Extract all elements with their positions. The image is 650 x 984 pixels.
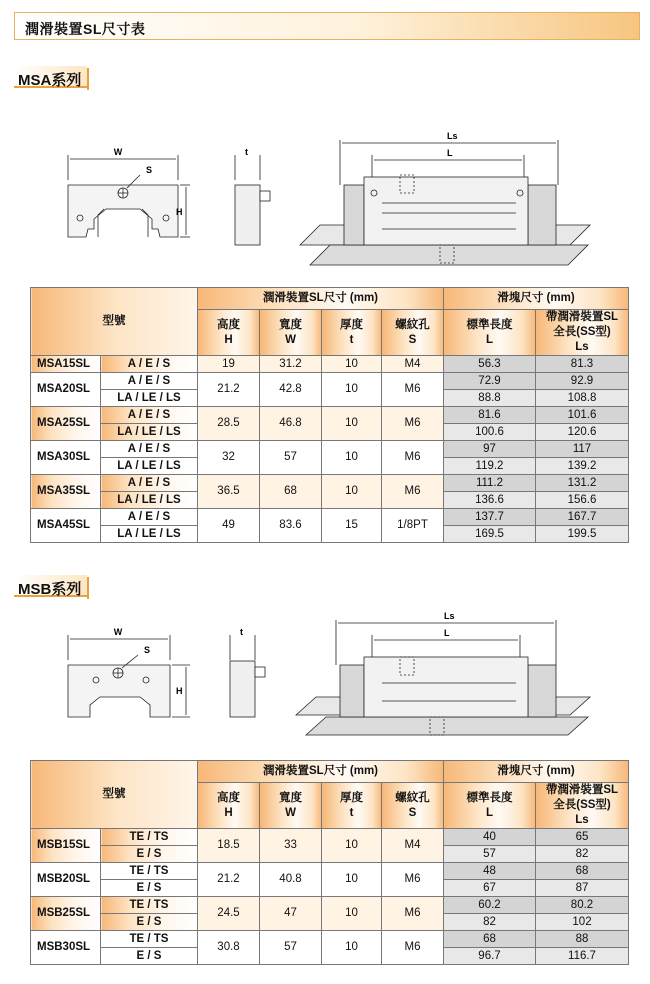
model-cell: MSB25SL [31, 897, 101, 931]
dim-ls-label: Ls [447, 131, 458, 141]
width-cell: 33 [260, 829, 322, 863]
dim-t-label: t [240, 627, 243, 637]
total-length-cell: 92.9 [536, 373, 629, 390]
dim-w-label: W [113, 627, 123, 637]
variant-cell: E / S [101, 846, 198, 863]
table-row [31, 356, 629, 373]
model-cell: MSA25SL [31, 407, 101, 441]
dim-l-label: L [444, 628, 450, 638]
standard-length-cell: 111.2 [444, 475, 536, 492]
lubricator-dimension-header: 潤滑裝置SL尺寸 (mm) [198, 761, 444, 783]
height-cell: 18.5 [198, 829, 260, 863]
model-cell: MSA20SL [31, 373, 101, 407]
variant-cell: A / E / S [101, 373, 198, 390]
thread-hole-header: 螺紋孔 S [382, 783, 444, 829]
standard-length-cell: 82 [444, 914, 536, 931]
thread-hole-cell: M6 [382, 897, 444, 931]
variant-cell: LA / LE / LS [101, 424, 198, 441]
thickness-cell: 10 [322, 863, 382, 897]
table-row [31, 407, 629, 424]
total-length-header: 帶潤滑裝置SL 全長(SS型) Ls [536, 310, 629, 356]
model-cell: MSB30SL [31, 931, 101, 965]
thickness-header: 厚度 t [322, 783, 382, 829]
variant-cell: TE / TS [101, 931, 198, 948]
variant-cell: A / E / S [101, 441, 198, 458]
dim-s-label: S [144, 645, 151, 655]
standard-length-cell: 88.8 [444, 390, 536, 407]
page-title: 潤滑裝置SL尺寸表 [25, 21, 146, 37]
table-row [31, 475, 629, 492]
total-length-cell: 82 [536, 846, 629, 863]
lubricator-dimension-header: 潤滑裝置SL尺寸 (mm) [198, 288, 444, 310]
dim-h-label: H [176, 686, 183, 696]
total-length-cell: 108.8 [536, 390, 629, 407]
page-header [14, 12, 640, 40]
thread-hole-cell: M4 [382, 829, 444, 863]
thickness-cell: 10 [322, 407, 382, 441]
model-header: 型號 [31, 288, 198, 356]
table-row [31, 931, 629, 948]
total-length-cell: 116.7 [536, 948, 629, 965]
standard-length-cell: 40 [444, 829, 536, 846]
variant-cell: A / E / S [101, 509, 198, 526]
width-cell: 42.8 [260, 373, 322, 407]
standard-length-cell: 72.9 [444, 373, 536, 390]
total-length-cell: 131.2 [536, 475, 629, 492]
width-cell: 46.8 [260, 407, 322, 441]
standard-length-cell: 67 [444, 880, 536, 897]
variant-cell: LA / LE / LS [101, 390, 198, 407]
height-cell: 30.8 [198, 931, 260, 965]
total-length-cell: 80.2 [536, 897, 629, 914]
width-cell: 68 [260, 475, 322, 509]
standard-length-cell: 169.5 [444, 526, 536, 543]
thread-hole-cell: 1/8PT [382, 509, 444, 543]
section-title-msa: MSA系列 [14, 66, 87, 88]
standard-length-cell: 119.2 [444, 458, 536, 475]
standard-length-cell: 48 [444, 863, 536, 880]
total-length-cell: 87 [536, 880, 629, 897]
variant-cell: A / E / S [101, 475, 198, 492]
height-header: 高度 H [198, 310, 260, 356]
thread-hole-cell: M6 [382, 863, 444, 897]
width-cell: 47 [260, 897, 322, 931]
width-cell: 57 [260, 441, 322, 475]
model-cell: MSA45SL [31, 509, 101, 543]
height-cell: 21.2 [198, 373, 260, 407]
variant-cell: E / S [101, 948, 198, 965]
table-row [31, 441, 629, 458]
dim-t-label: t [245, 147, 248, 157]
dim-s-label: S [146, 165, 153, 175]
width-cell: 57 [260, 931, 322, 965]
standard-length-cell: 96.7 [444, 948, 536, 965]
thread-hole-cell: M4 [382, 356, 444, 373]
total-length-header: 帶潤滑裝置SL 全長(SS型) Ls [536, 783, 629, 829]
height-cell: 21.2 [198, 863, 260, 897]
height-header: 高度 H [198, 783, 260, 829]
thread-hole-cell: M6 [382, 931, 444, 965]
total-length-cell: 88 [536, 931, 629, 948]
variant-cell: A / E / S [101, 407, 198, 424]
thickness-cell: 15 [322, 509, 382, 543]
variant-cell: A / E / S [101, 356, 198, 373]
dim-l-label: L [447, 148, 453, 158]
total-length-cell: 199.5 [536, 526, 629, 543]
model-header: 型號 [31, 761, 198, 829]
height-cell: 28.5 [198, 407, 260, 441]
thread-hole-cell: M6 [382, 373, 444, 407]
thickness-cell: 10 [322, 931, 382, 965]
thickness-cell: 10 [322, 897, 382, 931]
thickness-cell: 10 [322, 373, 382, 407]
width-header: 寬度 W [260, 783, 322, 829]
variant-cell: TE / TS [101, 863, 198, 880]
total-length-cell: 81.3 [536, 356, 629, 373]
model-cell: MSA35SL [31, 475, 101, 509]
variant-cell: E / S [101, 880, 198, 897]
table-row [31, 897, 629, 914]
thread-hole-cell: M6 [382, 441, 444, 475]
standard-length-cell: 56.3 [444, 356, 536, 373]
thickness-cell: 10 [322, 441, 382, 475]
thickness-cell: 10 [322, 356, 382, 373]
variant-cell: LA / LE / LS [101, 526, 198, 543]
block-dimension-header: 滑塊尺寸 (mm) [444, 288, 629, 310]
standard-length-cell: 136.6 [444, 492, 536, 509]
dim-h-label: H [176, 207, 183, 217]
msa-dimension-table [30, 287, 629, 543]
standard-length-cell: 57 [444, 846, 536, 863]
block-dimension-header: 滑塊尺寸 (mm) [444, 761, 629, 783]
total-length-cell: 117 [536, 441, 629, 458]
standard-length-cell: 97 [444, 441, 536, 458]
width-cell: 83.6 [260, 509, 322, 543]
thickness-cell: 10 [322, 829, 382, 863]
height-cell: 36.5 [198, 475, 260, 509]
msa-dimension-drawing [0, 125, 650, 275]
standard-length-header: 標準長度 L [444, 783, 536, 829]
width-cell: 31.2 [260, 356, 322, 373]
total-length-cell: 167.7 [536, 509, 629, 526]
variant-cell: TE / TS [101, 829, 198, 846]
total-length-cell: 65 [536, 829, 629, 846]
thread-hole-cell: M6 [382, 475, 444, 509]
width-cell: 40.8 [260, 863, 322, 897]
height-cell: 19 [198, 356, 260, 373]
total-length-cell: 156.6 [536, 492, 629, 509]
thickness-header: 厚度 t [322, 310, 382, 356]
table-row [31, 863, 629, 880]
standard-length-cell: 137.7 [444, 509, 536, 526]
variant-cell: E / S [101, 914, 198, 931]
variant-cell: LA / LE / LS [101, 458, 198, 475]
height-cell: 24.5 [198, 897, 260, 931]
model-cell: MSA30SL [31, 441, 101, 475]
total-length-cell: 120.6 [536, 424, 629, 441]
total-length-cell: 101.6 [536, 407, 629, 424]
thickness-cell: 10 [322, 475, 382, 509]
total-length-cell: 102 [536, 914, 629, 931]
standard-length-header: 標準長度 L [444, 310, 536, 356]
standard-length-cell: 68 [444, 931, 536, 948]
variant-cell: TE / TS [101, 897, 198, 914]
dim-ls-label: Ls [444, 611, 455, 621]
model-cell: MSA15SL [31, 356, 101, 373]
thread-hole-header: 螺紋孔 S [382, 310, 444, 356]
table-row [31, 509, 629, 526]
width-header: 寬度 W [260, 310, 322, 356]
model-cell: MSB20SL [31, 863, 101, 897]
model-cell: MSB15SL [31, 829, 101, 863]
table-row [31, 829, 629, 846]
height-cell: 49 [198, 509, 260, 543]
thread-hole-cell: M6 [382, 407, 444, 441]
dim-w-label: W [113, 147, 123, 157]
variant-cell: LA / LE / LS [101, 492, 198, 509]
standard-length-cell: 100.6 [444, 424, 536, 441]
standard-length-cell: 81.6 [444, 407, 536, 424]
table-row [31, 373, 629, 390]
msb-dimension-table [30, 760, 629, 965]
msb-dimension-drawing [0, 605, 650, 755]
section-title-msb: MSB系列 [14, 575, 87, 597]
standard-length-cell: 60.2 [444, 897, 536, 914]
total-length-cell: 139.2 [536, 458, 629, 475]
height-cell: 32 [198, 441, 260, 475]
total-length-cell: 68 [536, 863, 629, 880]
